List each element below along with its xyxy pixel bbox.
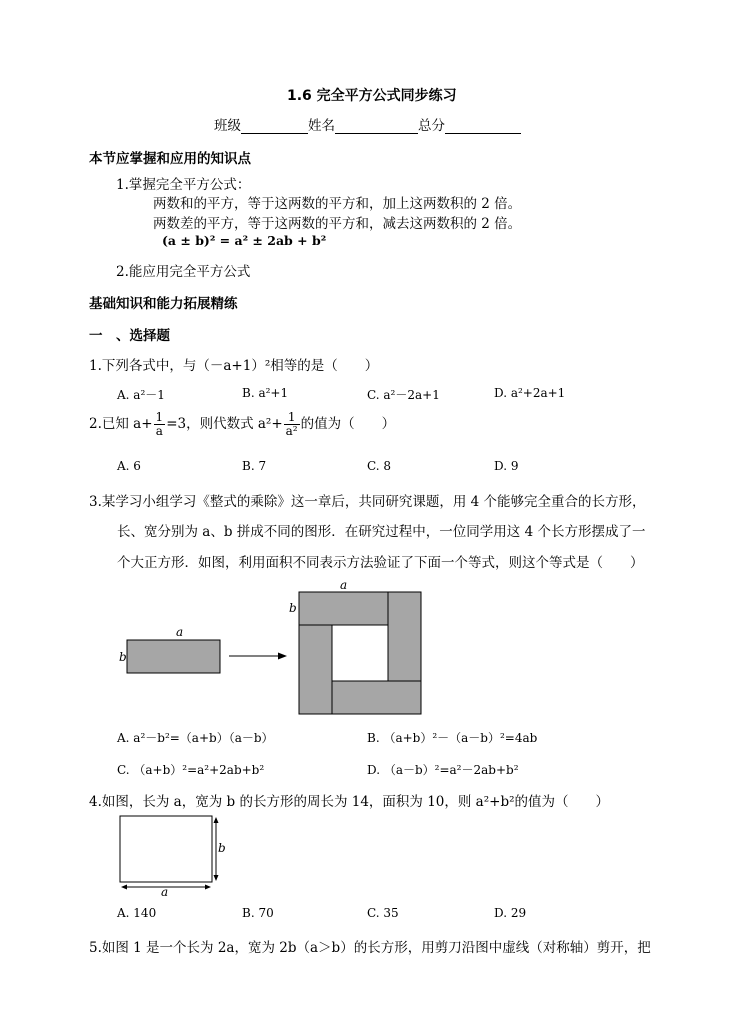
q4-arrow-left-icon <box>121 885 127 890</box>
part-heading-choice: 一 、选择题 <box>89 328 170 344</box>
knowledge-item-2: 2.能应用完全平方公式 <box>116 264 251 280</box>
q4-option-d[interactable]: D. 29 <box>494 906 527 920</box>
page-title: 1.6 完全平方公式同步练习 <box>287 88 457 104</box>
q3-arrow-icon <box>278 653 287 660</box>
q4-arrow-down-icon <box>214 875 219 881</box>
q4-rectangle <box>120 816 212 882</box>
name-blank[interactable] <box>335 119 418 134</box>
q3-small-rectangle <box>127 640 220 673</box>
knowledge-diff-rule: 两数差的平方，等于这两数的平方和，减去这两数积的 2 倍。 <box>153 216 522 232</box>
class-label: 班级 <box>214 118 241 134</box>
q3-small-label-a: a <box>176 625 184 639</box>
q1-option-a[interactable]: A. a²－1 <box>117 388 165 402</box>
q2-fraction-1: $\frac{1}{a}$ <box>155 410 164 438</box>
q2-fraction-2: $\frac{1}{\text{a²}}$ <box>285 410 298 438</box>
q3-rect-right <box>388 592 421 681</box>
section-heading-knowledge: 本节应掌握和应用的知识点 <box>89 151 251 167</box>
q3-small-label-b: b <box>119 650 127 664</box>
name-label: 姓名 <box>308 118 335 134</box>
q1-stem: 1.下列各式中，与（－a+1）²相等的是（ ） <box>89 358 379 374</box>
q3-stem-line-2: 长、宽分别为 a、b 拼成不同的图形．在研究过程中，一位同学用这 4 个长方形摆成了一 <box>117 524 646 540</box>
q4-figure <box>112 812 232 898</box>
q1-option-d[interactable]: D. a²+2a+1 <box>494 386 566 400</box>
q4-label-a: a <box>161 885 169 898</box>
q3-option-c[interactable]: C. （a+b）²=a²+2ab+b² <box>117 763 265 777</box>
q1-option-c[interactable]: C. a²－2a+1 <box>367 388 440 402</box>
q1-option-b[interactable]: B. a²+1 <box>242 386 289 400</box>
q4-label-b: b <box>218 841 226 855</box>
q3-option-a[interactable]: A. a²－b²=（a+b）（a－b） <box>117 731 274 745</box>
score-label: 总分 <box>418 118 445 134</box>
q2-option-a[interactable]: A. 6 <box>117 459 141 473</box>
q3-rect-left <box>299 625 332 714</box>
q3-big-label-a: a <box>340 578 348 592</box>
q3-rect-bottom <box>332 681 421 714</box>
q2-stem: 2.已知 a+ $\frac{1}{a}$ =3，则代数式 a²+ $\frac{1}{\text{a²}}$ 的值为（ ） <box>89 410 396 438</box>
q4-option-b[interactable]: B. 70 <box>242 906 274 920</box>
q2-option-d[interactable]: D. 9 <box>494 459 519 473</box>
header-fields <box>214 114 521 134</box>
q2-option-c[interactable]: C. 8 <box>367 459 392 473</box>
knowledge-sum-rule: 两数和的平方，等于这两数的平方和，加上这两数积的 2 倍。 <box>153 196 522 212</box>
q3-option-d[interactable]: D. （a－b）²=a²－2ab+b² <box>367 763 519 777</box>
q3-stem-line-1: 3.某学习小组学习《整式的乘除》这一章后，共同研究课题，用 4 个能够完全重合的长方形， <box>89 494 646 510</box>
knowledge-item-1: 1.掌握完全平方公式： <box>116 177 251 193</box>
q3-stem-line-3: 个大正方形．如图，利用面积不同表示方法验证了下面一个等式，则这个等式是（ ） <box>117 555 644 571</box>
q4-arrow-up-icon <box>214 817 219 823</box>
square-formula: (a ± b)² = a² ± 2ab + b² <box>162 233 327 248</box>
q5-stem-line-1: 5.如图 1 是一个长为 2a，宽为 2b（a＞b）的长方形，用剪刀沿图中虚线（对称轴）剪开，把 <box>89 940 651 956</box>
q4-arrow-right-icon <box>205 885 211 890</box>
q3-figure <box>110 575 440 715</box>
class-blank[interactable] <box>241 119 308 134</box>
q4-option-c[interactable]: C. 35 <box>367 906 399 920</box>
q3-big-label-b: b <box>289 601 297 615</box>
score-blank[interactable] <box>445 119 521 134</box>
q4-option-a[interactable]: A. 140 <box>117 906 157 920</box>
q4-stem: 4.如图，长为 a，宽为 b 的长方形的周长为 14，面积为 10，则 a²+b²的值为（ ） <box>89 794 609 810</box>
q3-option-b[interactable]: B. （a+b）²－（a－b）²=4ab <box>367 731 538 745</box>
q2-option-b[interactable]: B. 7 <box>242 459 267 473</box>
q3-rect-top <box>299 592 388 625</box>
section-heading-practice: 基础知识和能力拓展精练 <box>89 296 238 312</box>
